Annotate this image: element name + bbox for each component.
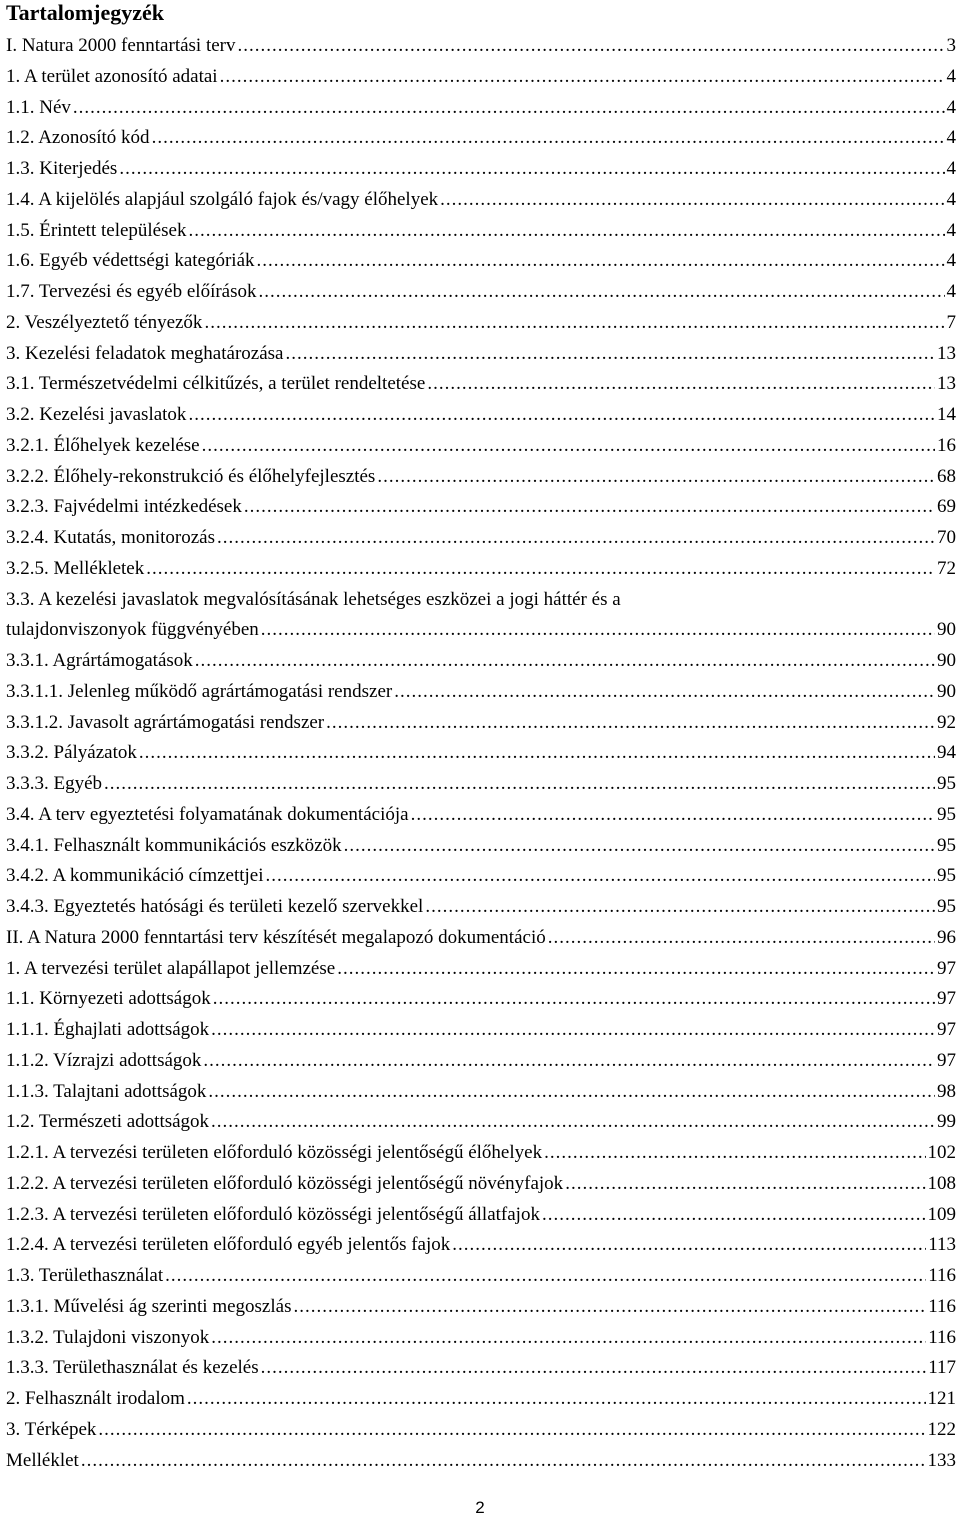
toc-entry-page: 16 xyxy=(937,434,956,456)
toc-entry[interactable] xyxy=(6,462,956,493)
toc-entry-page: 95 xyxy=(937,803,956,825)
dot-leader xyxy=(203,1046,935,1077)
toc-entry-page: 121 xyxy=(927,1388,956,1409)
toc-entry-label: 1.2.2. A tervezési területen előforduló közösségi jelentőségű növényfajok xyxy=(6,1169,563,1200)
toc-entry[interactable] xyxy=(6,123,956,154)
toc-entry-label: 3.2.5. Mellékletek xyxy=(6,554,144,585)
toc-entry-page: 92 xyxy=(937,711,956,733)
dot-leader xyxy=(188,400,935,431)
toc-entry[interactable] xyxy=(6,31,956,62)
toc-entry-label: tulajdonviszonyok függvényében xyxy=(6,615,259,646)
toc-entry-label: 1.3. Területhasználat xyxy=(6,1261,163,1292)
toc-entry-page: 133 xyxy=(927,1449,956,1471)
toc-entry[interactable] xyxy=(6,554,956,585)
dot-leader xyxy=(257,246,945,277)
toc-entry-page: 95 xyxy=(937,896,956,917)
toc-entry[interactable] xyxy=(6,1292,956,1323)
toc-entry[interactable] xyxy=(6,1415,956,1446)
toc-entry-page: 4 xyxy=(946,281,956,302)
toc-entry[interactable] xyxy=(6,677,956,708)
toc-entry[interactable] xyxy=(6,1353,956,1384)
toc-entry-label: 3.2. Kezelési javaslatok xyxy=(6,400,186,431)
toc-entry-page: 109 xyxy=(927,1203,956,1225)
toc-entry-page: 102 xyxy=(927,1142,956,1163)
dot-leader xyxy=(73,93,945,124)
toc-entry-label: 3.1. Természetvédelmi célkitűzés, a terület rendeltetése xyxy=(6,369,425,400)
toc-entry-label: 1.2.4. A tervezési területen előforduló egyéb jelentős fajok xyxy=(6,1230,450,1261)
page-title: Tartalomjegyzék xyxy=(6,0,165,25)
toc-entry-page: 68 xyxy=(937,465,956,487)
toc-entry-label: 1.2. Természeti adottságok xyxy=(6,1107,209,1138)
toc-entry[interactable] xyxy=(6,185,956,216)
toc-entry-label: 3.3.3. Egyéb xyxy=(6,769,102,800)
toc-entry[interactable] xyxy=(6,708,956,739)
page-number: 2 xyxy=(475,1498,485,1517)
toc-entry[interactable] xyxy=(6,523,956,554)
toc-entry-label: 1. A terület azonosító adatai xyxy=(6,62,218,93)
toc-entry-label: 3.3.1.1. Jelenleg működő agrártámogatási rendszer xyxy=(6,677,392,708)
toc-entry[interactable] xyxy=(6,431,956,462)
dot-leader xyxy=(146,554,935,585)
dot-leader xyxy=(427,369,935,400)
toc-entry[interactable] xyxy=(6,984,956,1015)
toc-entry[interactable] xyxy=(6,1077,956,1108)
dot-leader xyxy=(139,738,935,769)
toc-entry[interactable] xyxy=(6,277,956,308)
dot-leader xyxy=(326,708,935,739)
dot-leader xyxy=(259,277,945,308)
toc-entry[interactable] xyxy=(6,1138,956,1169)
toc-entry[interactable] xyxy=(6,369,956,400)
dot-leader xyxy=(440,185,944,216)
dot-leader xyxy=(565,1169,925,1200)
toc-entry-label: 3.3.2. Pályázatok xyxy=(6,738,137,769)
dot-leader xyxy=(152,123,945,154)
dot-leader xyxy=(202,431,935,462)
toc-entry-page: 4 xyxy=(946,96,956,118)
dot-leader xyxy=(548,923,935,954)
toc-entry-label: 3.2.1. Élőhelyek kezelése xyxy=(6,431,200,462)
toc-entry-page: 117 xyxy=(928,1357,956,1379)
toc-entry-label: 3.4.1. Felhasznált kommunikációs eszközök xyxy=(6,831,342,862)
toc-entry[interactable] xyxy=(6,585,956,616)
toc-entry-page: 4 xyxy=(946,65,956,87)
toc-entry-label: 3.2.4. Kutatás, monitorozás xyxy=(6,523,215,554)
toc-entry-label: Melléklet xyxy=(6,1446,79,1477)
dot-leader xyxy=(98,1415,925,1446)
toc-entry-label: 3.3.1. Agrártámogatások xyxy=(6,646,193,677)
toc-entry[interactable] xyxy=(6,800,956,831)
toc-entry-page: 98 xyxy=(937,1080,956,1102)
toc-entry[interactable] xyxy=(6,892,956,923)
toc-entry-label: 1.1. Környezeti adottságok xyxy=(6,984,211,1015)
toc-entry[interactable] xyxy=(6,861,956,892)
toc-entry-label: I. Natura 2000 fenntartási terv xyxy=(6,31,236,62)
toc-entry-label: 3.4.3. Egyeztetés hatósági és területi kezelő szervekkel xyxy=(6,892,423,923)
dot-leader xyxy=(208,1077,935,1108)
toc-entry-label: 2. Veszélyeztető tényezők xyxy=(6,308,202,339)
toc-entry-label: 1.1.3. Talajtani adottságok xyxy=(6,1077,206,1108)
toc-entry-label: 3.4.2. A kommunikáció címzettjei xyxy=(6,861,264,892)
toc-entry-page: 108 xyxy=(927,1172,956,1194)
toc-entry-page: 4 xyxy=(946,127,956,149)
toc-entry[interactable] xyxy=(6,400,956,431)
toc-entry[interactable] xyxy=(6,646,956,677)
toc-entry[interactable] xyxy=(6,1046,956,1077)
dot-leader xyxy=(377,462,935,493)
toc-entry-page: 95 xyxy=(937,773,956,794)
toc-entry-label: 1.1.1. Éghajlati adottságok xyxy=(6,1015,209,1046)
dot-leader xyxy=(211,1015,935,1046)
toc-entry[interactable] xyxy=(6,1169,956,1200)
toc-entry[interactable] xyxy=(6,831,956,862)
dot-leader xyxy=(81,1446,926,1477)
toc-entry-page: 72 xyxy=(937,557,956,579)
toc-entry-label: II. A Natura 2000 fenntartási terv készítését megalapozó dokumentáció xyxy=(6,923,546,954)
toc-entry-label: 1.3.1. Művelési ág szerinti megoszlás xyxy=(6,1292,291,1323)
toc-entry-page: 4 xyxy=(946,250,956,272)
toc-entry[interactable] xyxy=(6,1384,956,1415)
toc-entry-page: 96 xyxy=(937,926,956,948)
toc-entry-label: 1.2.3. A tervezési területen előforduló közösségi jelentőségű állatfajok xyxy=(6,1200,540,1231)
dot-leader xyxy=(411,800,935,831)
toc-entry-page: 13 xyxy=(937,342,956,364)
toc-entry[interactable] xyxy=(6,1015,956,1046)
toc-entry-label: 3. Kezelési feladatok meghatározása xyxy=(6,339,283,370)
toc-entry-page: 70 xyxy=(937,527,956,548)
toc-entry-page: 116 xyxy=(928,1265,956,1286)
toc-entry-label: 2. Felhasznált irodalom xyxy=(6,1384,185,1415)
dot-leader xyxy=(544,1138,925,1169)
toc-entry-label: 3.2.2. Élőhely-rekonstrukció és élőhelyfejlesztés xyxy=(6,462,375,493)
toc-entry-page: 90 xyxy=(937,680,956,702)
toc-entry-page: 99 xyxy=(937,1111,956,1133)
dot-leader xyxy=(211,1107,935,1138)
toc-entry-label: 1.3.2. Tulajdoni viszonyok xyxy=(6,1323,209,1354)
toc-entry[interactable] xyxy=(6,1107,956,1138)
toc-entry[interactable] xyxy=(6,1230,956,1261)
toc-entry-label: 1.7. Tervezési és egyéb előírások xyxy=(6,277,257,308)
dot-leader xyxy=(204,308,944,339)
dot-leader xyxy=(394,677,935,708)
toc-entry-page: 4 xyxy=(946,158,956,179)
toc-entry-label: 3.3.1.2. Javasolt agrártámogatási rendszer xyxy=(6,708,324,739)
toc-entry-page: 90 xyxy=(937,650,956,671)
dot-leader xyxy=(293,1292,926,1323)
toc-entry[interactable] xyxy=(6,1200,956,1231)
toc-entry[interactable] xyxy=(6,62,956,93)
toc-entry-page: 116 xyxy=(928,1295,956,1317)
toc-entry-page: 3 xyxy=(946,35,956,56)
dot-leader xyxy=(119,154,944,185)
toc-entry[interactable] xyxy=(6,738,956,769)
toc-entry-label: 1.4. A kijelölés alapjául szolgáló fajok és/vagy élőhelyek xyxy=(6,185,438,216)
dot-leader xyxy=(337,954,935,985)
dot-leader xyxy=(452,1230,926,1261)
toc-entry-page: 94 xyxy=(937,742,956,764)
toc-entry-page: 69 xyxy=(937,496,956,518)
toc-entry[interactable] xyxy=(6,154,956,185)
dot-leader xyxy=(542,1200,926,1231)
toc-entry-page: 14 xyxy=(937,404,956,425)
dot-leader xyxy=(266,861,935,892)
toc-entry[interactable] xyxy=(6,308,956,339)
toc-entry-label: 1.1.2. Vízrajzi adottságok xyxy=(6,1046,201,1077)
toc-entry-label: 1.3.3. Területhasználat és kezelés xyxy=(6,1353,259,1384)
dot-leader xyxy=(195,646,935,677)
toc-entry[interactable] xyxy=(6,216,956,247)
toc-entry-page: 97 xyxy=(937,1049,956,1071)
toc-entry-page: 7 xyxy=(946,311,956,333)
toc-entry[interactable] xyxy=(6,615,956,646)
toc-entry-page: 122 xyxy=(927,1418,956,1440)
toc-entry[interactable] xyxy=(6,1261,956,1292)
dot-leader xyxy=(165,1261,926,1292)
dot-leader xyxy=(244,492,935,523)
dot-leader xyxy=(344,831,935,862)
toc-entry-label: 1.3. Kiterjedés xyxy=(6,154,117,185)
dot-leader xyxy=(104,769,935,800)
toc-entry-page: 4 xyxy=(946,219,956,241)
dot-leader xyxy=(285,339,935,370)
toc-entry[interactable] xyxy=(6,339,956,370)
toc-entry[interactable] xyxy=(6,93,956,124)
toc-entry-page: 97 xyxy=(937,988,956,1010)
toc-entry-page: 97 xyxy=(937,957,956,979)
toc-entry[interactable] xyxy=(6,492,956,523)
toc-entry-label: 1.2. Azonosító kód xyxy=(6,123,150,154)
toc-entry-label: 1.5. Érintett települések xyxy=(6,216,186,247)
toc-entry-label: 3.2.3. Fajvédelmi intézkedések xyxy=(6,492,242,523)
dot-leader xyxy=(188,216,944,247)
toc-entry-label: 3.4. A terv egyeztetési folyamatának dokumentációja xyxy=(6,800,409,831)
toc-entry-page: 113 xyxy=(928,1234,956,1256)
toc-entry[interactable] xyxy=(6,246,956,277)
toc-entry-label: 3. Térképek xyxy=(6,1415,96,1446)
toc-entry-page: 95 xyxy=(937,834,956,856)
dot-leader xyxy=(187,1384,926,1415)
toc-entry-label: 3.3. A kezelési javaslatok megvalósításának lehetséges eszközei a jogi háttér és a xyxy=(6,585,621,616)
toc-entry-label: 1.6. Egyéb védettségi kategóriák xyxy=(6,246,255,277)
dot-leader xyxy=(213,984,935,1015)
toc-entry[interactable] xyxy=(6,923,956,954)
dot-leader xyxy=(211,1323,926,1354)
toc-entry-page: 13 xyxy=(937,373,956,395)
toc-entry-label: 1.1. Név xyxy=(6,93,71,124)
toc-entry-page: 116 xyxy=(928,1326,956,1348)
dot-leader xyxy=(425,892,935,923)
dot-leader xyxy=(238,31,945,62)
dot-leader xyxy=(220,62,945,93)
toc-entry-page: 90 xyxy=(937,619,956,641)
toc-entry-page: 95 xyxy=(937,865,956,887)
dot-leader xyxy=(261,615,935,646)
toc-entry-label: 1. A tervezési terület alapállapot jellemzése xyxy=(6,954,335,985)
dot-leader xyxy=(261,1353,927,1384)
dot-leader xyxy=(217,523,935,554)
toc-entry[interactable] xyxy=(6,1446,956,1477)
table-of-contents xyxy=(6,31,956,1476)
toc-entry-page: 97 xyxy=(937,1019,956,1040)
toc-entry[interactable] xyxy=(6,769,956,800)
toc-entry-page: 4 xyxy=(946,188,956,210)
toc-entry[interactable] xyxy=(6,954,956,985)
toc-entry-label: 1.2.1. A tervezési területen előforduló közösségi jelentőségű élőhelyek xyxy=(6,1138,542,1169)
toc-entry[interactable] xyxy=(6,1323,956,1354)
